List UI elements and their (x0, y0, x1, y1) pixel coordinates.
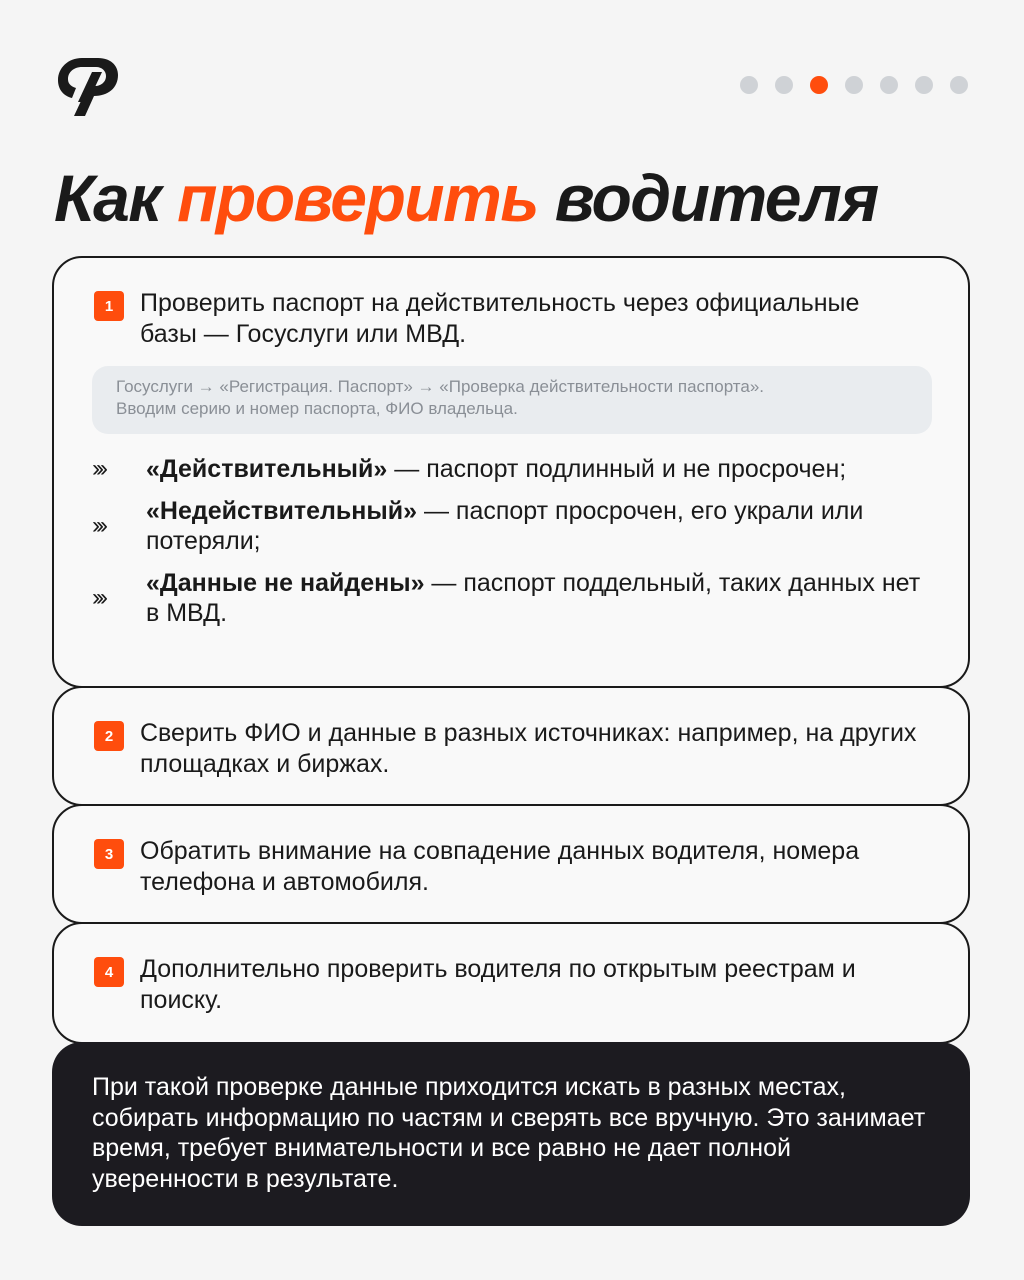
status-list (92, 454, 932, 640)
pagination-dot-active[interactable] (810, 76, 828, 94)
step-number-badge: 3 (94, 839, 124, 869)
status-term: «Действительный» (146, 455, 388, 483)
title-prefix: Как (54, 161, 178, 235)
pagination-dot[interactable] (775, 76, 793, 94)
page-title (54, 160, 878, 236)
step-text: Проверить паспорт на действительность через официальные базы — Госуслуги или МВД. (140, 289, 860, 348)
step-number-badge: 1 (94, 291, 124, 321)
step-text: Обратить внимание на совпадение данных водителя, номера телефона и автомобиля. (140, 837, 860, 896)
step-number-badge: 4 (94, 957, 124, 987)
pagination-dot[interactable] (740, 76, 758, 94)
pagination-dot[interactable] (950, 76, 968, 94)
status-term: «Недействительный» (146, 497, 418, 525)
brand-logo-icon (52, 52, 124, 118)
summary-text: При такой проверке данные приходится искать в разных местах, собирать информацию по частям и сверять все вручную. Это занимает время, требует внимательности и все равно не дает полной уверенности в результате. (92, 1073, 926, 1193)
note-line: Вводим серию и номер паспорта, ФИО владельца. (116, 399, 518, 418)
chevrons-right-icon: ››› (92, 512, 104, 539)
title-accent: проверить (177, 161, 538, 235)
step-number-badge: 2 (94, 721, 124, 751)
title-suffix: водителя (537, 161, 878, 235)
step-text: Сверить ФИО и данные в разных источниках: например, на других площадках и биржах. (140, 719, 917, 778)
note-line: Госуслуги → «Регистрация. Паспорт» → «Проверка действительности паспорта». (116, 377, 765, 396)
status-list-item (92, 496, 932, 556)
status-description: — паспорт просрочен, его украли или потеряли; (146, 497, 864, 555)
status-term: «Данные не найдены» (146, 569, 425, 597)
pagination-dot[interactable] (915, 76, 933, 94)
status-description: — паспорт поддельный, таких данных нет в МВД. (146, 569, 921, 627)
status-list-item (92, 568, 932, 628)
instruction-note (92, 366, 932, 434)
status-list-item (92, 454, 932, 484)
chevrons-right-icon: ››› (92, 455, 104, 482)
step-card-2 (52, 686, 970, 806)
step-card-3 (52, 804, 970, 924)
summary-block (52, 1042, 970, 1226)
chevrons-right-icon: ››› (92, 584, 104, 611)
step-card-4 (52, 922, 970, 1044)
status-description: — паспорт подлинный и не просрочен; (387, 455, 847, 483)
step-text: Дополнительно проверить водителя по открытым реестрам и поиску. (140, 955, 856, 1014)
pagination-dot[interactable] (845, 76, 863, 94)
step-card-1 (52, 256, 970, 688)
pagination-dot[interactable] (880, 76, 898, 94)
pagination-dots (740, 76, 968, 94)
